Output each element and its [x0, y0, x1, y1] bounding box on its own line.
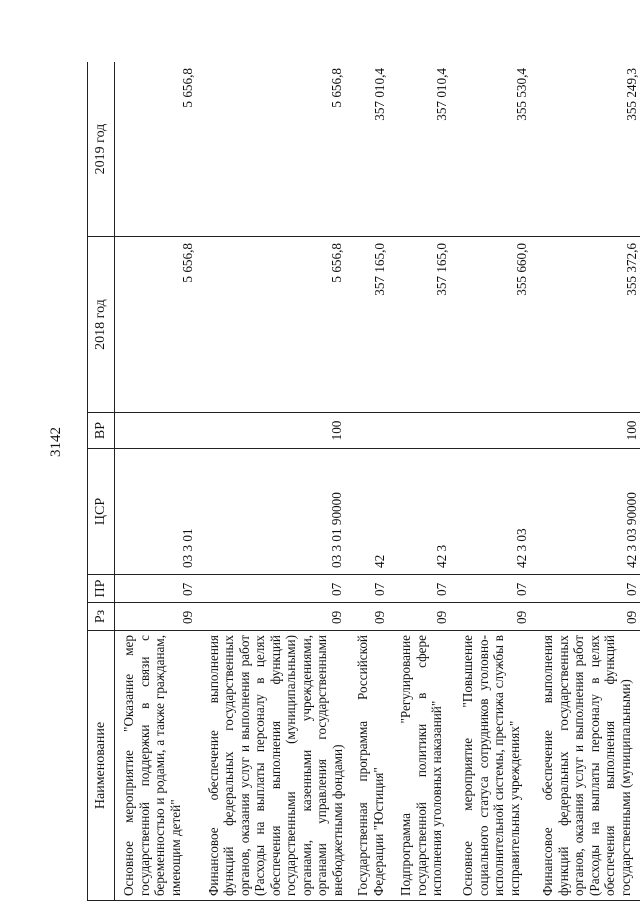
row-2018: 355 660,0 — [454, 237, 534, 413]
budget-table-rotated — [87, 62, 640, 901]
row-2019: 5 656,8 — [115, 62, 200, 237]
table-row — [454, 62, 534, 901]
row-vr: 100 — [200, 413, 350, 449]
row-pr: 07 — [454, 575, 534, 603]
header-name: Наименование — [88, 631, 115, 901]
table-row — [392, 62, 454, 901]
row-pr: 07 — [534, 575, 640, 603]
row-name: Подпрограмма "Регулирование государственной политики в сфере исполнения уголовных наказаний" — [392, 631, 454, 901]
row-name: Основное мероприятие "Повышение социального статуса сотрудников уголовно-исполнительной системы, престижа службы в исправительных учреждениях" — [454, 631, 534, 901]
header-2019: 2019 год — [88, 62, 115, 237]
table-header-row — [88, 62, 115, 901]
row-vr: 100 — [534, 413, 640, 449]
row-csr: 42 3 03 90000 — [534, 449, 640, 575]
row-vr — [392, 413, 454, 449]
row-name: Государственная программа Российской Федерации "Юстиция" — [349, 631, 392, 901]
row-2019: 357 010,4 — [392, 62, 454, 237]
row-name: Финансовое обеспечение выполнения функций федеральных государственных органов, оказания услуг и выполнения работ (Расходы на выплаты персоналу в целях обеспечения выполнения функций государственными (муниципальными) — [534, 631, 640, 901]
table-row — [200, 62, 350, 901]
row-csr: 03 3 01 90000 — [200, 449, 350, 575]
row-vr — [454, 413, 534, 449]
row-pr: 07 — [349, 575, 392, 603]
row-csr: 42 3 03 — [454, 449, 534, 575]
row-rz: 09 — [349, 603, 392, 631]
header-vr: ВР — [88, 413, 115, 449]
row-2019: 355 530,4 — [454, 62, 534, 237]
row-name: Основное мероприятие "Оказание мер государственной поддержки в связи с беременностью и родами, а также гражданам, имеющим детей" — [115, 631, 200, 901]
row-pr: 07 — [200, 575, 350, 603]
row-2018: 355 372,6 — [534, 237, 640, 413]
row-2018: 5 656,8 — [200, 237, 350, 413]
row-2019: 355 249,3 — [534, 62, 640, 237]
row-rz: 09 — [454, 603, 534, 631]
row-2019: 5 656,8 — [200, 62, 350, 237]
header-rz: Рз — [88, 603, 115, 631]
table-row — [115, 62, 200, 901]
row-csr: 42 — [349, 449, 392, 575]
budget-table — [87, 62, 640, 901]
row-csr: 42 3 — [392, 449, 454, 575]
table-row — [349, 62, 392, 901]
row-vr — [115, 413, 200, 449]
row-2019: 357 010,4 — [349, 62, 392, 237]
row-pr: 07 — [392, 575, 454, 603]
header-pr: ПР — [88, 575, 115, 603]
header-2018: 2018 год — [88, 237, 115, 413]
row-name: Финансовое обеспечение выполнения функций федеральных государственных органов, оказания услуг и выполнения работ (Расходы на выплаты персоналу в целях обеспечения выполнения функций государственными (муниципальными) органами, казенными учреждениями, органами управления государственными внебюджетными фондами) — [200, 631, 350, 901]
row-rz: 09 — [534, 603, 640, 631]
row-rz: 09 — [200, 603, 350, 631]
row-vr — [349, 413, 392, 449]
row-2018: 357 165,0 — [349, 237, 392, 413]
header-csr: ЦСР — [88, 449, 115, 575]
budget-table-wrapper — [87, 62, 640, 901]
page-number: 3142 — [48, 427, 64, 457]
row-pr: 07 — [115, 575, 200, 603]
row-rz: 09 — [115, 603, 200, 631]
table-row — [534, 62, 640, 901]
row-rz: 09 — [392, 603, 454, 631]
row-csr: 03 3 01 — [115, 449, 200, 575]
row-2018: 5 656,8 — [115, 237, 200, 413]
row-2018: 357 165,0 — [392, 237, 454, 413]
